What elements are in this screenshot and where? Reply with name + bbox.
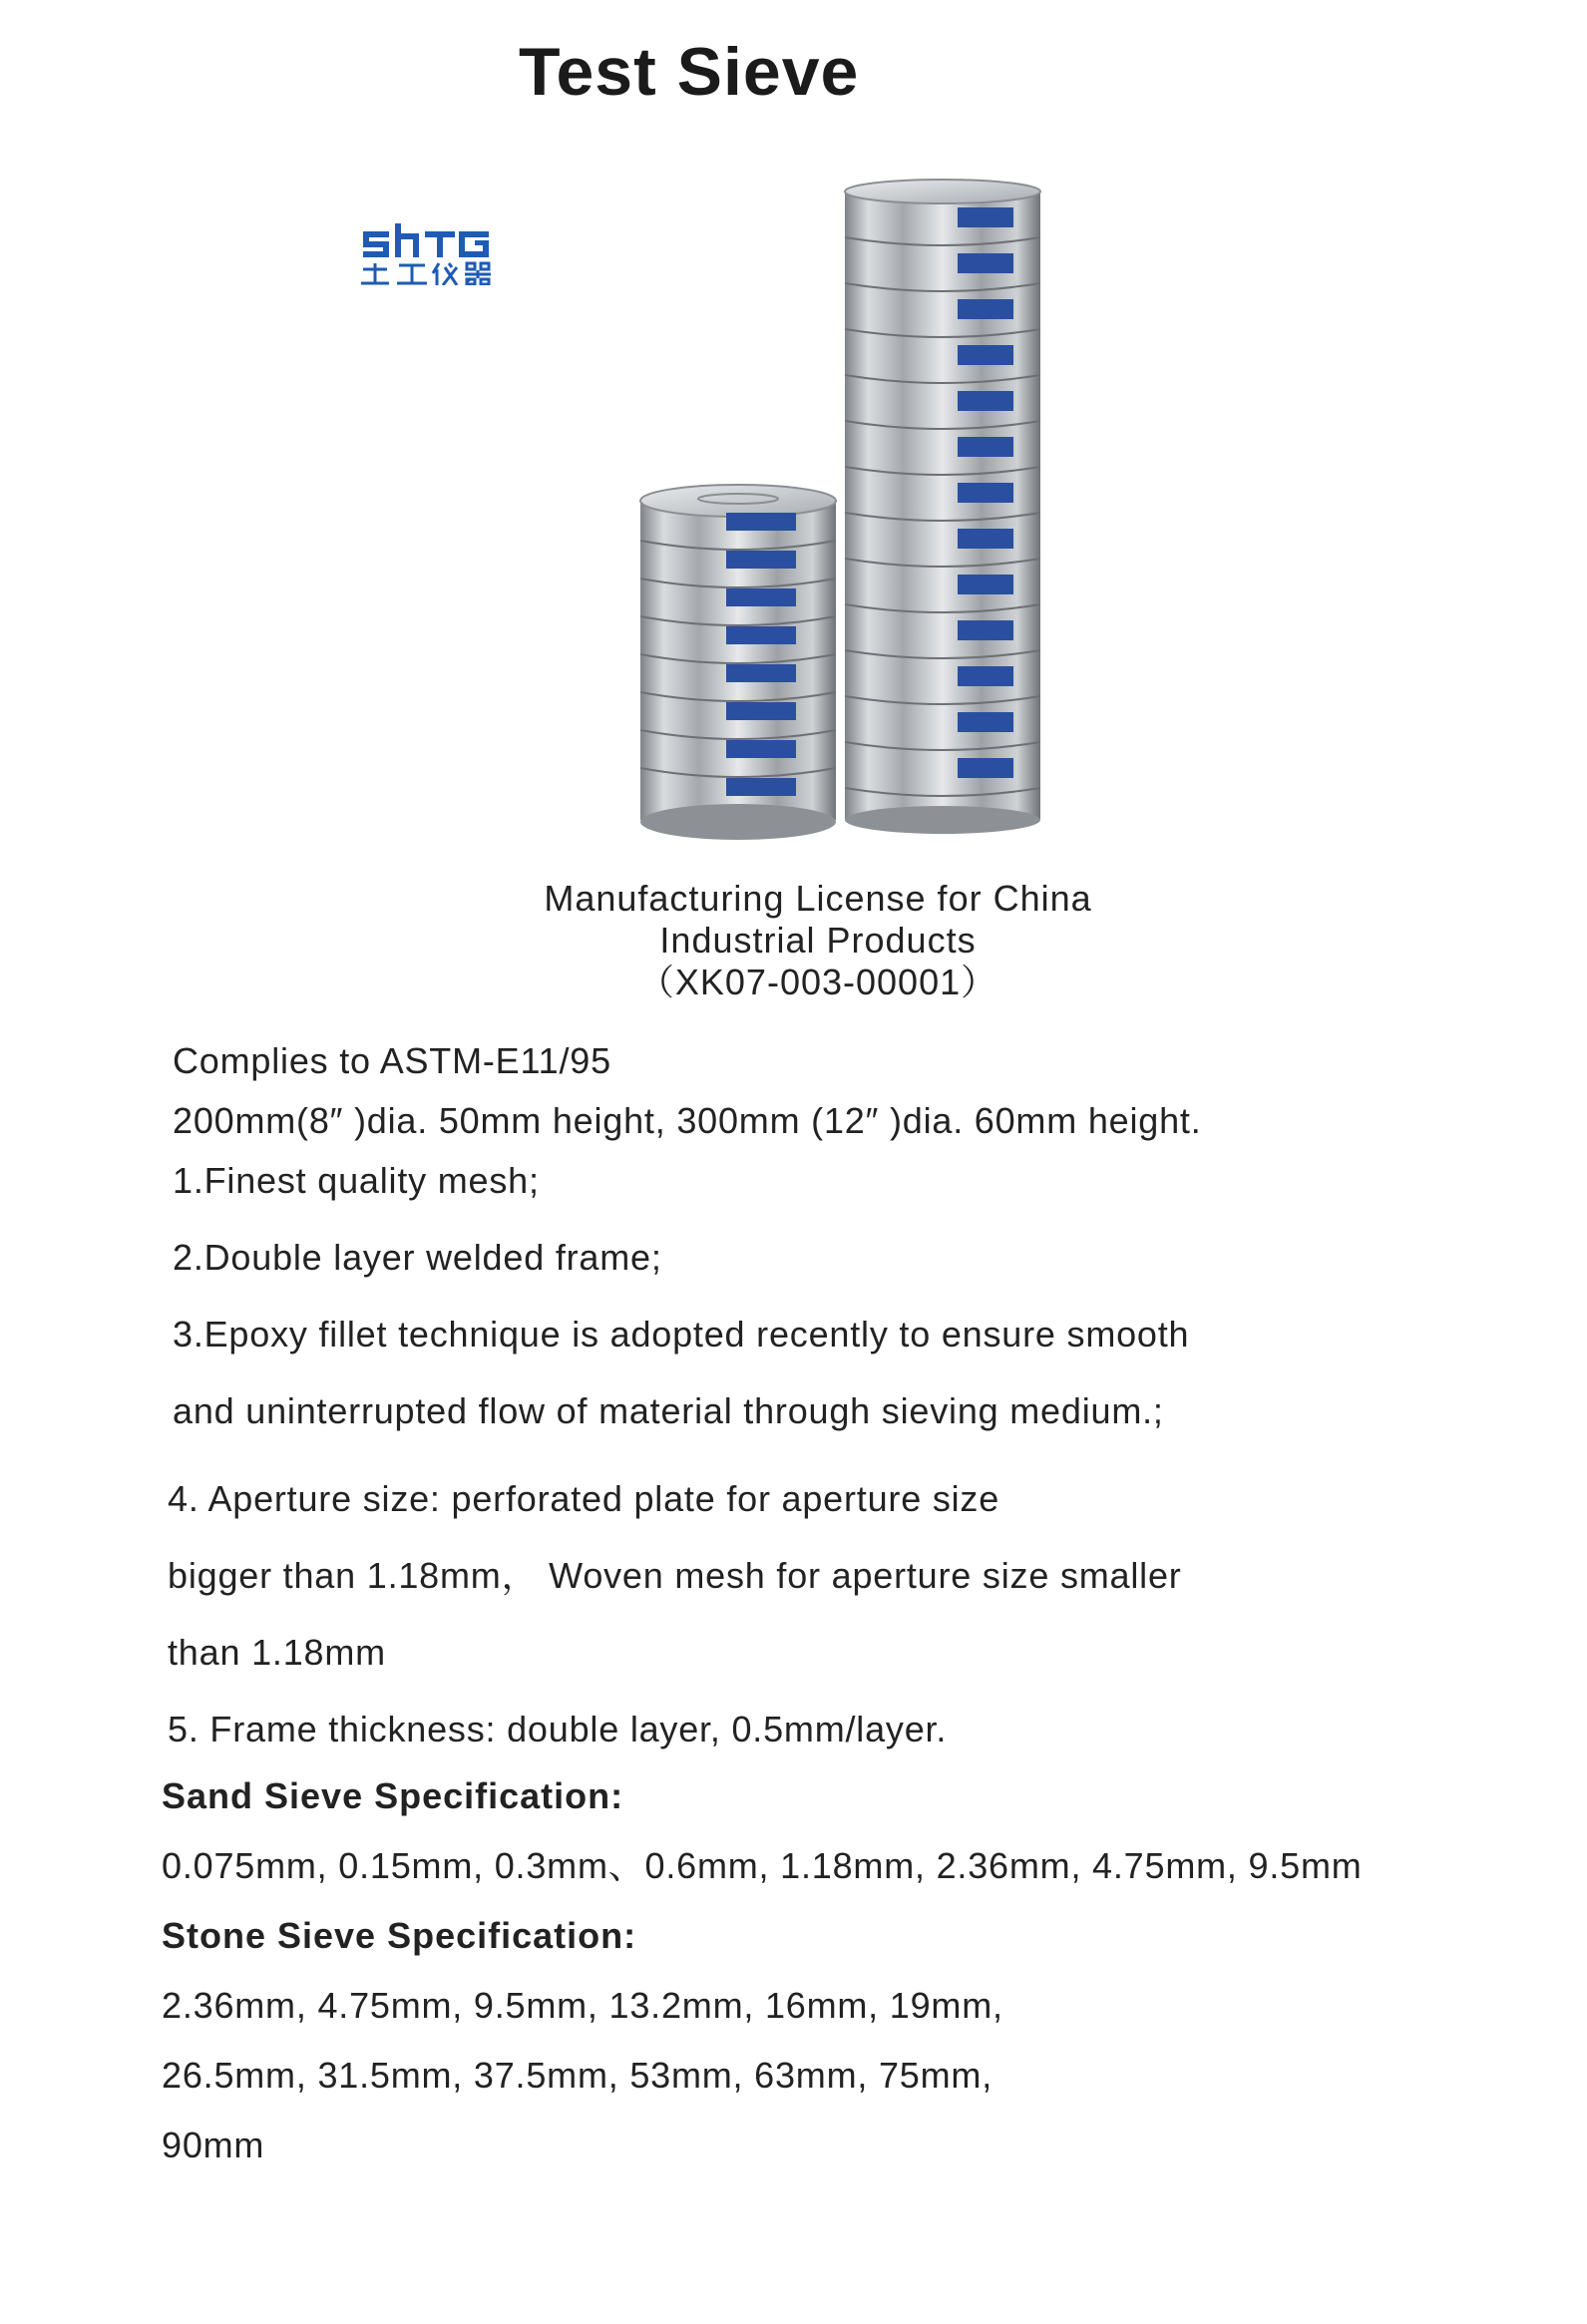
stone-sieve-values-line-1: 2.36mm, 4.75mm, 9.5mm, 13.2mm, 16mm, 19mm, <box>162 1985 1003 2026</box>
manufacturing-license <box>419 878 1217 1003</box>
feature-item-1: 1.Finest quality mesh; <box>173 1160 540 1201</box>
stone-sieve-values-line-3: 90mm <box>162 2125 265 2165</box>
complies-standard: Complies to ASTM-E11/95 <box>173 1040 611 1081</box>
sieve-dimensions: 200mm(8″ )dia. 50mm height, 300mm (12″ )dia. 60mm height. <box>173 1100 1202 1141</box>
feature-item-2: 2.Double layer welded frame; <box>173 1237 662 1278</box>
sand-sieve-heading: Sand Sieve Specification: <box>162 1775 624 1816</box>
feature-item-3-line-1: 3.Epoxy fillet technique is adopted recently to ensure smooth <box>173 1314 1190 1355</box>
license-line-1: Manufacturing License for China <box>544 878 1092 919</box>
license-line-3: （XK07-003-00001） <box>637 962 998 1002</box>
shtg-logo <box>359 223 499 285</box>
feature-item-4-line-2: bigger than 1.18mm， Woven mesh for aperture size smaller <box>168 1555 1182 1596</box>
tall-sieve-stack <box>845 180 1040 834</box>
sand-sieve-values: 0.075mm, 0.15mm, 0.3mm、0.6mm, 1.18mm, 2.36mm, 4.75mm, 9.5mm <box>162 1845 1363 1886</box>
feature-item-5: 5. Frame thickness: double layer, 0.5mm/layer. <box>168 1709 948 1749</box>
stone-sieve-values-line-2: 26.5mm, 31.5mm, 37.5mm, 53mm, 63mm, 75mm, <box>162 2055 993 2096</box>
feature-item-3-line-2: and uninterrupted flow of material through sieving medium.; <box>173 1390 1164 1431</box>
license-line-2: Industrial Products <box>659 920 977 961</box>
stone-sieve-heading: Stone Sieve Specification: <box>162 1915 637 1956</box>
feature-item-4-line-3: than 1.18mm <box>168 1632 386 1673</box>
sieve-stacks-image <box>628 172 1067 850</box>
feature-item-4-line-1: 4. Aperture size: perforated plate for aperture size <box>168 1478 1000 1519</box>
short-sieve-stack <box>640 485 836 840</box>
page-title: Test Sieve <box>519 34 860 110</box>
